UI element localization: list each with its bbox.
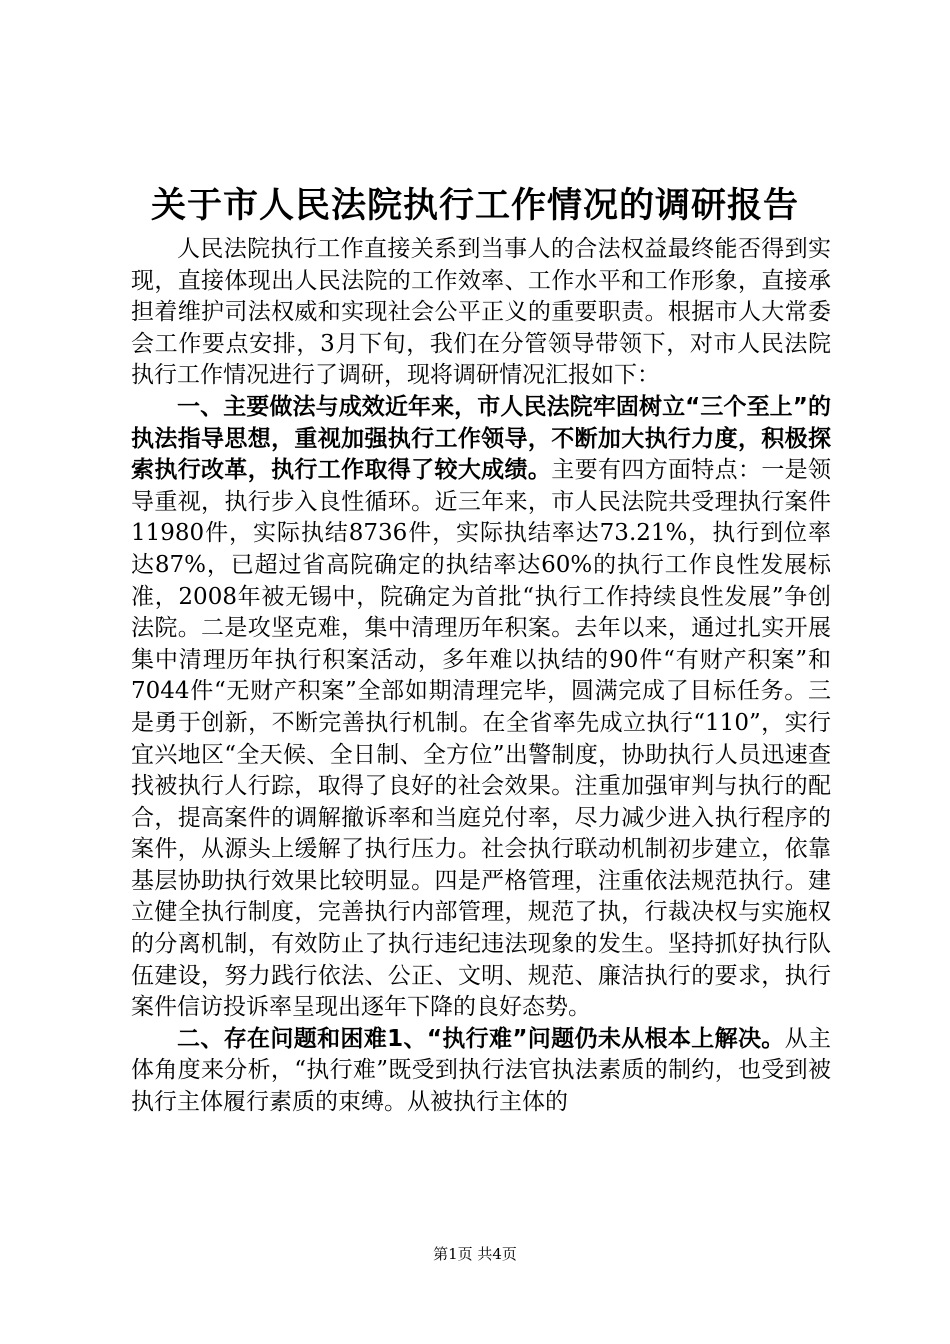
page-number-footer: 第1页 共4页 bbox=[433, 1245, 517, 1263]
paragraph-section-1 bbox=[131, 392, 831, 1024]
section-2-heading: 二、存在问题和困难1、“执行难”问题仍未从根本上解决。 bbox=[177, 1025, 785, 1052]
paragraph-section-2 bbox=[131, 1024, 831, 1119]
section-2-text: 从主体角度来分析，“执行难”既受到执行法官执法素质的制约，也受到被执行主体履行素质的束缚。从被执行主体的 bbox=[131, 1025, 831, 1116]
section-1-text: 主要有四方面特点：一是领导重视，执行步入良性循环。近三年来，市人民法院共受理执行案件11980件，实际执结8736件，实际执结率达73.21%，执行到位率达87%，已超过省高院确定的执结率达60%的执行工作良性发展标准，2008年被无锡中，院确定为首批“执行工作持续良性发展”争创法院。二是攻坚克难，集中清理历年积案。去年以来，通过扎实开展集中清理历年执行积案活动，多年难以执结的90件“有财产积案”和7044件“无财产积案”全部如期清理完毕，圆满完成了目标任务。三是勇于创新，不断完善执行机制。在全省率先成立执行“110”，实行宜兴地区“全天候、全日制、全方位”出警制度，协助执行人员迅速查找被执行人行踪，取得了良好的社会效果。注重加强审判与执行的配合，提高案件的调解撤诉率和当庭兑付率，尽力减少进入执行程序的案件，从源头上缓解了执行压力。社会执行联动机制初步建立，依靠基层协助执行效果比较明显。四是严格管理，注重依法规范执行。建立健全执行制度，完善执行内部管理，规范了执，行裁决权与实施权的分离机制，有效防止了执行违纪违法现象的发生。坚持抓好执行队伍建设，努力践行依法、公正、文明、规范、廉洁执行的要求，执行案件信访投诉率呈现出逐年下降的良好态势。 bbox=[131, 457, 832, 1021]
section-1-heading: 一、主要做法与成效近年来，市人民法院牢固树立“三个至上”的执法指导思想，重视加强执行工作领导，不断加大执行力度，积极探索执行改革，执行工作取得了较大成绩。 bbox=[131, 393, 831, 484]
paragraph-intro bbox=[131, 234, 831, 392]
paragraph-intro-text: 人民法院执行工作直接关系到当事人的合法权益最终能否得到实现，直接体现出人民法院的工作效率、工作水平和工作形象，直接承担着维护司法权威和实现社会公平正义的重要职责。根据市人大常委会工作要点安排，3月下旬，我们在分管领导带领下，对市人民法院执行工作情况进行了调研，现将调研情况汇报如下： bbox=[131, 236, 831, 389]
document-body bbox=[131, 234, 831, 1119]
document-title: 关于市人民法院执行工作情况的调研报告 bbox=[150, 186, 799, 226]
